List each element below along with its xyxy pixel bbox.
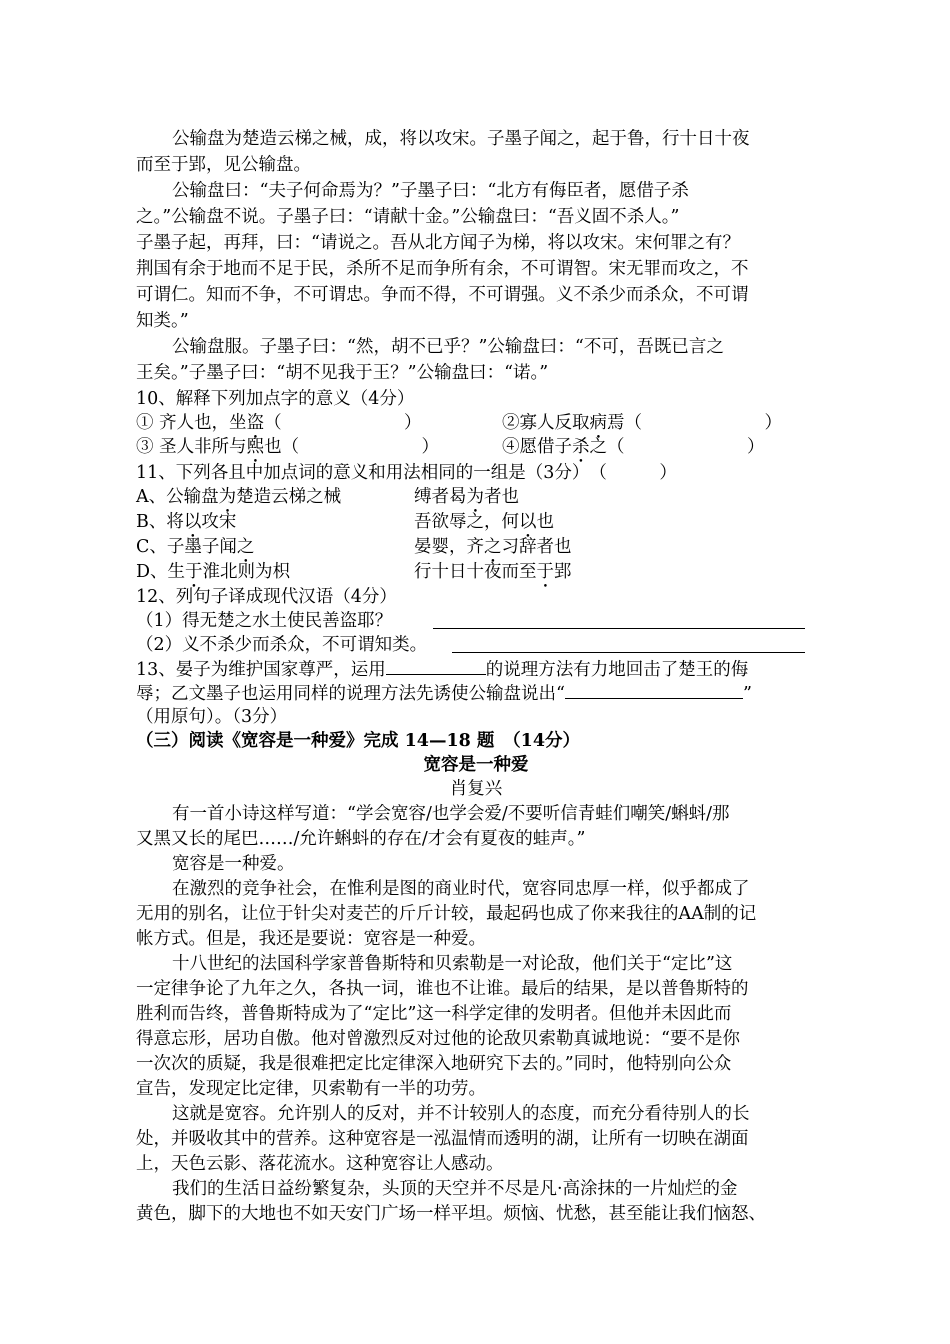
answer-blank[interactable]: [386, 656, 486, 675]
q10-item-2: ②寡人反取病焉（ ）: [502, 413, 782, 433]
section-3-heading: （三）阅读《宽容是一种爱》完成 14—18 题 （14分）: [136, 731, 580, 751]
answer-blank[interactable]: （ ）: [624, 413, 782, 433]
q11-option-b: B、将以攻宋: [136, 512, 237, 532]
answer-blank[interactable]: （ ）: [281, 437, 440, 457]
q11-option-a-compare: 缚者曷为者也: [414, 487, 519, 507]
essay-line: 得意忘形，居功自傲。他对曾激烈反对过他的论敌贝索勒真诚地说：“要不是你: [136, 1029, 740, 1049]
essay-author: 肖复兴: [449, 779, 503, 799]
essay-line: 我们的生活日益纷繁复杂，头顶的天空并不尽是凡·高涂抹的一片灿烂的金: [172, 1179, 738, 1199]
passage-line: 而至于郢，见公输盘。: [136, 155, 311, 175]
answer-blank[interactable]: [565, 680, 743, 699]
essay-line: 处，并吸收其中的营养。这种宽容是一泓温情而透明的湖，让所有一切映在湖面: [136, 1129, 749, 1149]
q10-item-1: ① 齐人也，坐盗（ ）: [136, 413, 422, 433]
q12-sentence-1: （1）得无楚之水土使民善盗耶？: [136, 611, 393, 631]
passage-line: 公输盘服。子墨子曰：“然，胡不已乎？”公输盘曰：“不可，吾既已言之: [172, 337, 724, 357]
q11-option-b-compare: 吾欲辱之，何以也: [414, 512, 554, 532]
question-13-line-3: （用原句）。（3分）: [136, 707, 288, 727]
passage-line: 之。”公输盘不说。子墨子曰：“请献十金。”公输盘曰：“吾义固不杀人。”: [136, 207, 680, 227]
question-13-line-1: 13、晏子为维护国家尊严，运用 的说理方法有力地回击了楚王的侮: [136, 656, 748, 683]
essay-line: 宣告，发现定比定律，贝索勒有一半的功劳。: [136, 1079, 486, 1099]
passage-line: 王矣。”子墨子曰：“胡不见我于王？”公输盘曰：“诺。”: [136, 363, 549, 383]
essay-line: 上，天色云影、落花流水。这种宽容让人感动。: [136, 1154, 504, 1174]
essay-line: 帐方式。但是，我还是要说：宽容是一种爱。: [136, 929, 486, 949]
essay-line: 黄色，脚下的大地也不如天安门广场一样平坦。烦恼、忧愁，甚至能让我们恼怒、: [136, 1204, 766, 1224]
q10-item-3: ③ 圣人非所与熙也（ ）: [136, 437, 440, 457]
passage-line: 荆国有余于地而不足于民，杀所不足而争所有余，不可谓智。宋无罪而攻之，不: [136, 259, 749, 279]
passage-line: 公输盘曰：“夫子何命焉为？”子墨子曰：“北方有侮臣者，愿借子杀: [172, 181, 689, 201]
q11-option-a: A、公输盘为楚造云梯之械: [136, 487, 342, 507]
q12-sentence-2: （2）义不杀少而杀众，不可谓知类。: [136, 635, 428, 655]
answer-line[interactable]: [433, 628, 805, 629]
essay-line: 有一首小诗这样写道：“学会宽容/也学会爱/不要听信青蛙们嘲笑/蝌蚪/那: [172, 804, 730, 824]
q10-item-4: ④愿借子杀之（ ）: [502, 437, 765, 457]
question-10-stem: 10、解释下列加点字的意义（4分）: [136, 389, 415, 409]
essay-line: 一次次的质疑，我是很难把定比定律深入地研究下去的。”同时，他特别向公众: [136, 1054, 732, 1074]
essay-line: 这就是宽容。允许别人的反对，并不计较别人的态度，而充分看待别人的长: [172, 1104, 750, 1124]
question-13-line-2: 辱；乙文墨子也运用同样的说理方法先诱使公输盘说出“ ”: [136, 680, 752, 707]
essay-line: 十八世纪的法国科学家普鲁斯特和贝索勒是一对论敌，他们关于“定比”这: [172, 954, 733, 974]
essay-line: 一定律争论了九年之久，各执一词，谁也不让谁。最后的结果，是以普鲁斯特的: [136, 979, 749, 999]
essay-title: 宽容是一种爱: [423, 755, 529, 775]
answer-blank[interactable]: （ ）: [264, 413, 422, 433]
question-12-stem: 12、列句子译成现代汉语（4分）: [136, 587, 397, 607]
question-11-stem: 11、下列各且中加点词的意义和用法相同的一组是（3分） （ ）: [136, 463, 677, 483]
essay-line: 无用的别名，让位于针尖对麦芒的斤斤计较，最起码也成了你来我往的AA制的记: [136, 904, 757, 924]
answer-line[interactable]: [452, 652, 805, 653]
essay-line: 宽容是一种爱。: [172, 854, 295, 874]
passage-line: 子墨子起，再拜，曰：“请说之。吾从北方闻子为梯，将以攻宋。宋何罪之有？: [136, 233, 740, 253]
passage-line: 公输盘为楚造云梯之械，成，将以攻宋。子墨子闻之，起于鲁，行十日十夜: [172, 129, 750, 149]
essay-line: 在激烈的竞争社会，在惟利是图的商业时代，宽容同忠厚一样，似乎都成了: [172, 879, 750, 899]
q11-option-c-compare: 晏婴，齐之习辞者也: [414, 537, 572, 557]
passage-line: 知类。”: [136, 311, 189, 331]
q11-option-d: D、生于淮北则为枳: [136, 562, 291, 582]
q11-option-d-compare: 行十日十夜而至于郢: [414, 562, 572, 582]
essay-line: 胜利而告终，普鲁斯特成为了“定比”这一科学定律的发明者。但他并未因此而: [136, 1004, 732, 1024]
passage-line: 可谓仁。知而不争，不可谓忠。争而不得，不可谓强。义不杀少而杀众，不可谓: [136, 285, 749, 305]
q11-option-c: C、子墨子闻之: [136, 537, 255, 557]
answer-blank[interactable]: （ ）: [607, 437, 765, 457]
essay-line: 又黑又长的尾巴……/允许蝌蚪的存在/才会有夏夜的蛙声。”: [136, 829, 586, 849]
